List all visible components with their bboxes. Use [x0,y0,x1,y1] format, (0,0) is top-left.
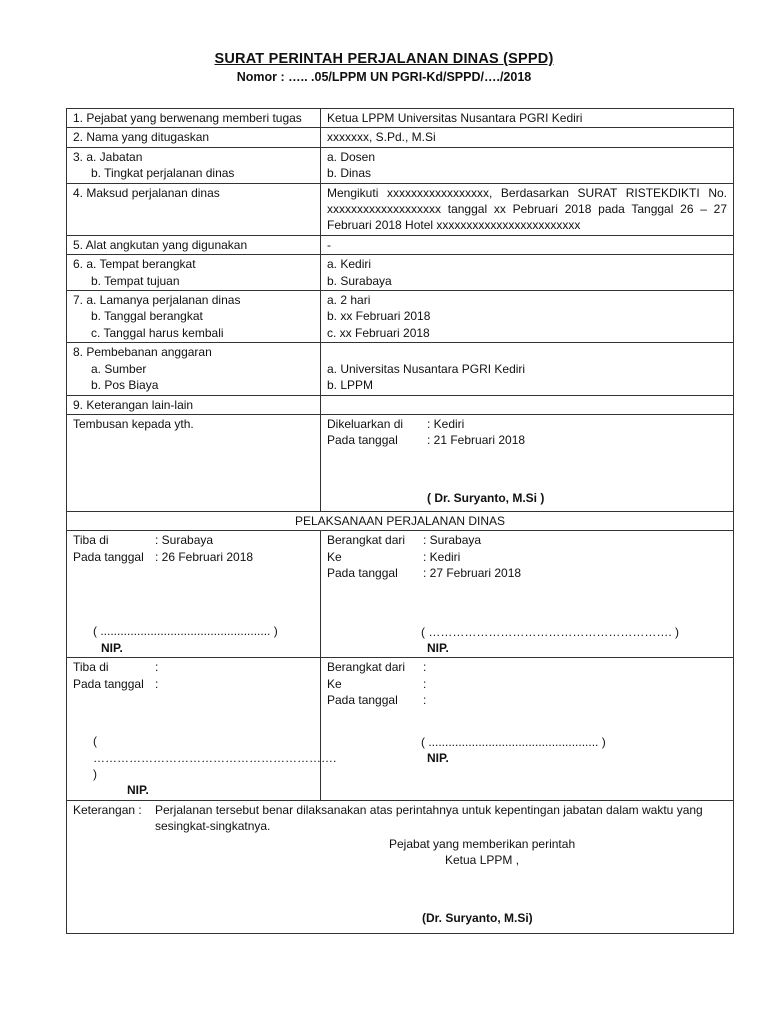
row-2-label: 2. Nama yang ditugaskan [73,130,210,145]
block2-pada-label: Pada tanggal [73,676,144,691]
row-2-value: xxxxxxx, S.Pd., M.Si [327,130,436,145]
table-row [67,235,734,254]
block1-berangkat-label: Berangkat dari [327,533,406,548]
issue-cell [321,414,734,511]
block2-pada-value: : [155,676,159,691]
keterangan-cell [67,800,734,933]
row-8-value-cell [321,343,734,395]
block1-pada-label: Pada tanggal [73,549,144,564]
issue-date-label: Pada tanggal [327,433,398,448]
block1-pada2-label: Pada tanggal [327,566,398,581]
row-4-label-cell [67,183,321,235]
block2-ke-label: Ke [327,676,342,691]
table-row [67,109,734,128]
block2-tiba-label: Tiba di [73,660,109,675]
block2-ke-value: : [423,676,427,691]
document-number: Nomor : ….. .05/LPPM UN PGRI-Kd/SPPD/…./2018 [236,70,532,84]
block1-left-cell [67,531,321,658]
row-7-label-c: c. Tanggal harus kembali [91,325,224,340]
block1-ke-value: : Kediri [423,549,461,564]
block2-sig-left: ( ……………………………………………………. ) [93,734,337,781]
row-6-value-b: b. Surabaya [327,273,392,288]
row-5-value-cell [321,235,734,254]
block1-pada2-value: : 27 Februari 2018 [423,566,522,581]
table-row [67,128,734,147]
table-row [67,395,734,414]
keterangan-signer: (Dr. Suryanto, M.Si) [422,911,533,926]
row-7-value-cell [321,291,734,343]
document-title: SURAT PERINTAH PERJALANAN DINAS (SPPD) [214,51,554,67]
pelaksanaan-heading: PELAKSANAAN PERJALANAN DINAS [67,511,734,530]
row-5-label-cell [67,235,321,254]
row-9-label: 9. Keterangan lain-lain [73,397,194,412]
row-8-label-a: a. Sumber [91,361,147,376]
row-4-label: 4. Maksud perjalanan dinas [73,185,220,200]
row-6-label-a: 6. a. Tempat berangkat [73,257,196,272]
table-row [67,531,734,658]
block2-nip-left: NIP. [127,783,149,798]
sppd-table [66,108,734,934]
row-8-value-b: b. LPPM [327,378,374,393]
block1-pada-value: : 26 Februari 2018 [155,549,254,564]
row-6-label-b: b. Tempat tujuan [91,273,180,288]
block1-berangkat-value: : Surabaya [423,533,482,548]
row-2-value-cell [321,128,734,147]
table-row [67,414,734,511]
block2-tiba-value: : [155,660,159,675]
row-3-label-b: b. Tingkat perjalanan dinas [91,166,235,181]
row-3-label-cell [67,147,321,183]
table-row [67,255,734,291]
row-3-label-a: 3. a. Jabatan [73,149,143,164]
row-8-label-cell [67,343,321,395]
row-9-value-cell [321,395,734,414]
block1-sig-right: ( ……………………………………………………. ) [421,624,679,639]
table-row [67,658,734,800]
block2-berangkat-label: Berangkat dari [327,660,406,675]
row-7-label-cell [67,291,321,343]
table-row [67,183,734,235]
row-9-label-cell [67,395,321,414]
issue-date-value: : 21 Februari 2018 [427,433,526,448]
row-6-label-cell [67,255,321,291]
row-4-value-cell [321,183,734,235]
tembusan-cell [67,414,321,511]
row-7-value-b: b. xx Februari 2018 [327,309,431,324]
table-row [67,291,734,343]
table-row [67,511,734,530]
row-6-value-cell [321,255,734,291]
row-8-value-a: a. Universitas Nusantara PGRI Kediri [327,361,526,376]
table-row [67,800,734,933]
block1-right-cell [321,531,734,658]
row-1-label: 1. Pejabat yang berwenang memberi tugas [73,111,302,125]
keterangan-text: Perjalanan tersebut benar dilaksanakan atas perintahnya untuk kepentingan jabatan dalam waktu yang sesingkat-singkatnya. [155,802,703,834]
keterangan-ketua: Ketua LPPM , [445,853,520,867]
issue-signer: ( Dr. Suryanto, M.Si ) [427,490,545,505]
row-7-value-c: c. xx Februari 2018 [327,325,430,340]
row-3-value-b: b. Dinas [327,166,372,181]
row-8-label: 8. Pembebanan anggaran [73,345,212,360]
row-8-label-b: b. Pos Biaya [91,378,159,393]
row-7-value-a: a. 2 hari [327,293,371,308]
keterangan-pejabat: Pejabat yang memberikan perintah [389,836,576,851]
row-5-value: - [327,237,331,252]
table-row [67,343,734,395]
row-5-label: 5. Alat angkutan yang digunakan [73,237,248,252]
block1-ke-label: Ke [327,549,342,564]
row-6-value-a: a. Kediri [327,257,372,272]
row-2-label-cell [67,128,321,147]
tembusan-label: Tembusan kepada yth. [73,416,194,431]
block2-pada2-value: : [423,693,427,708]
block2-sig-right: ( ................................................... ) [421,734,606,749]
row-3-value-a: a. Dosen [327,149,376,164]
keterangan-label: Keterangan : [73,802,142,817]
table-row [67,147,734,183]
row-1-value: Ketua LPPM Universitas Nusantara PGRI Kediri [327,111,583,125]
block2-berangkat-value: : [423,660,427,675]
block1-sig-left: ( ................................................... ) [93,624,278,639]
dikeluarkan-value: : Kediri [427,416,465,431]
block1-tiba-value: : Surabaya [155,533,214,548]
block1-nip-right: NIP. [427,640,449,655]
block1-tiba-label: Tiba di [73,533,109,548]
block2-right-cell [321,658,734,800]
dikeluarkan-label: Dikeluarkan di [327,416,404,431]
row-1-value-cell [321,109,734,128]
block2-pada2-label: Pada tanggal [327,693,398,708]
row-3-value-cell [321,147,734,183]
block2-nip-right: NIP. [427,750,449,765]
row-4-value: Mengikuti xxxxxxxxxxxxxxxxx, Berdasarkan SURAT RISTEKDIKTI No. xxxxxxxxxxxxxxxxxxx tanggal xx Pebruari 2018 pada Tanggal 26 – 27 Februari 2018 Hotel xxxxxxxxxxxxxxxxxxxxxxxx [327,185,727,233]
row-7-label-a: 7. a. Lamanya perjalanan dinas [73,293,241,308]
row-7-label-b: b. Tanggal berangkat [91,309,203,324]
block1-nip-left: NIP. [101,640,123,655]
row-1-label-cell [67,109,321,128]
